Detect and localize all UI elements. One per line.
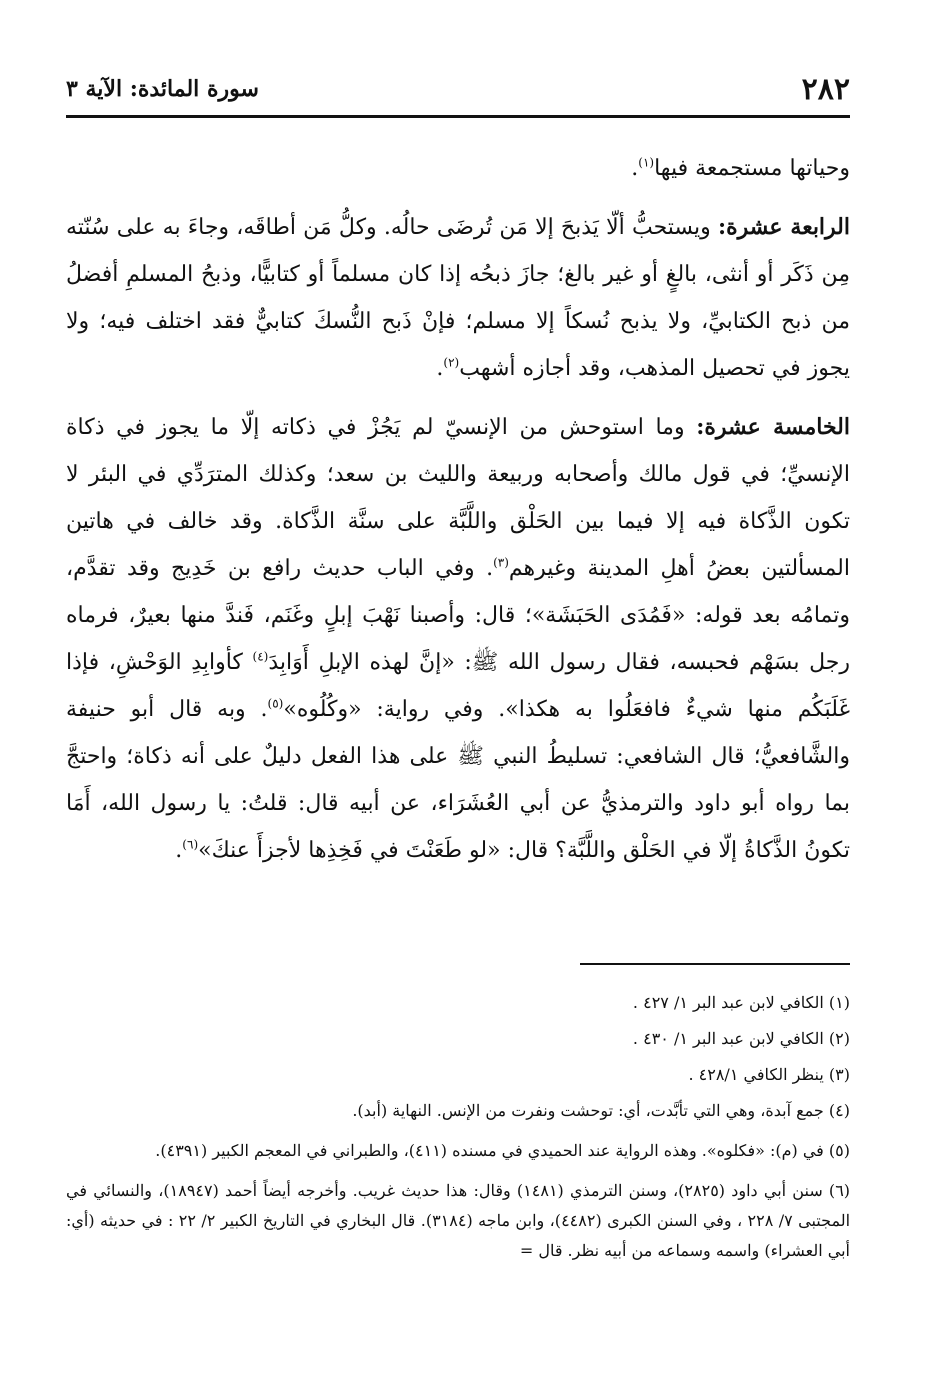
- paragraph-text: كأوابِدِ الوَحْشِ، فإذا غَلَبَكُم منها شيءٌ فافعَلُوا به هكذا». وفي رواية: «وكُلُوه»: [66, 650, 850, 722]
- footnote-ref-6: (٦): [182, 837, 199, 852]
- section-heading-14: الرابعة عشرة:: [718, 214, 851, 240]
- footnote-ref-3: (٣): [493, 555, 509, 570]
- footnotes: [66, 988, 850, 1276]
- section-heading-15: الخامسة عشرة:: [696, 414, 851, 440]
- page-header: [66, 64, 850, 114]
- footnote-2: (٢) الكافي لابن عبد البر ١/ ٤٣٠ .: [632, 1029, 850, 1048]
- footnote-ref-2: (٢): [443, 355, 460, 370]
- footnote-ref-1: (١): [638, 155, 655, 170]
- paragraph-end: .: [175, 838, 183, 863]
- footnote-ref-4: (٤): [252, 649, 269, 664]
- paragraph-text: ويستحبُّ ألّا يَذبحَ إلا مَن تُرضَى حالُه. وكلُّ مَن أطاقَه، وجاءَ به على سُنّته مِن ذَكَر أو أنثى، بالغٍ أو غير بالغ؛ جازَ ذبحُه إذا كان مسلماً أو كتابيًّا، وذبحُ المسلمِ أفضلُ من ذبح الكتابيِّ، ولا يذبح نُسكاً إلا مسلم؛ فإنْ ذَبح النُّسكَ كتابيٌّ فقد اختلف فيه؛ ولا يجوز في تحصيل المذهب، وقد أجازه أشهب: [66, 215, 850, 381]
- footnote-ref-5: (٥): [267, 696, 284, 711]
- paragraph-2: [66, 204, 850, 392]
- paragraph-text: وحياتها مستجمعة فيها: [654, 156, 850, 181]
- footnote-6: (٦) سنن أبي داود (٢٨٢٥)، وسنن الترمذي (١٤٨١) وقال: هذا حديث غريب. وأخرجه أيضاً أحمد (١٨٩٤٧)، والنسائي في المجتبى ٧/ ٢٢٨ ، وفي السنن الكبرى (٤٤٨٢)، وابن ماجه (٣١٨٤). قال البخاري في التاريخ الكبير ٢/ ٢٢ : في حديثه (أي: أبي العشراء) واسمه وسماعه من أبيه نظر. قال =: [66, 1181, 851, 1260]
- paragraph-1: [66, 145, 850, 192]
- paragraph-end: .: [436, 356, 444, 381]
- paragraph-end: .: [631, 156, 639, 181]
- header-divider: [66, 115, 850, 118]
- page-number: ٢٨٢: [801, 71, 850, 107]
- main-text: [66, 145, 850, 886]
- running-title: سورة المائدة: الآية ٣: [66, 76, 259, 102]
- paragraph-text: . وفي الباب حديث رافع بن خَدِيج وقد تقدَّم، وتمامُه بعد قوله: «فَمُدَى الحَبَشَة»؛ قال: وأصبنا نَهْبَ إبلٍ وغَنَم، فَندَّ منها بعيرٌ، فرماه رجل بسَهْم فحبسه، فقال رسول الله ﷺ: «إنَّ لهذه الإبلِ أَوَابِدَ: [66, 556, 850, 675]
- footnote-3: (٣) ينظر الكافي ٤٢٨/١ .: [688, 1065, 850, 1084]
- footnote-5: (٥) في (م): «فكلوه». وهذه الرواية عند الحميدي في مسنده (٤١١)، والطبراني في المعجم الكبير (٤٣٩١).: [155, 1141, 850, 1160]
- paragraph-3: [66, 404, 850, 874]
- paragraph-text: وما استوحش من الإنسيّ لم يَجُزْ في ذكاته إلّا ما يجوز في ذكاة الإنسيِّ؛ في قول مالك وأصحابه وربيعة والليث بن سعد؛ وكذلك المترَدِّي في البئر لا تكون الذَّكاة فيه إلا فيما بين الحَلْق واللَّبَّة على سنَّة الذَّكاة. وقد خالف في هاتين المسألتين بعضُ أهلِ المدينة وغيرهم: [66, 415, 850, 581]
- paragraph-text: . وبه قال أبو حنيفة والشَّافعيُّ؛ قال الشافعي: تسليطُ النبي ﷺ على هذا الفعل دليلٌ على أنه ذكاة؛ واحتجَّ بما رواه أبو داود والترمذيُّ عن أبي العُشَرَاء، عن أبيه قال: قلتُ: يا رسول الله، أَمَا تكونُ الذَّكاةُ إلّا في الحَلْق واللَّبَّة؟ قال: «لو طَعَنْتَ في فَخِذِها لأجزأَ عنكَ»: [66, 697, 850, 863]
- footnote-4: (٤) جمع آبدة، وهي التي تأبَّدت، أي: توحشت ونفرت من الإنس. النهاية (أبد).: [352, 1101, 850, 1120]
- footnote-1: (١) الكافي لابن عبد البر ١/ ٤٢٧ .: [632, 993, 850, 1012]
- footnote-divider: [580, 963, 850, 965]
